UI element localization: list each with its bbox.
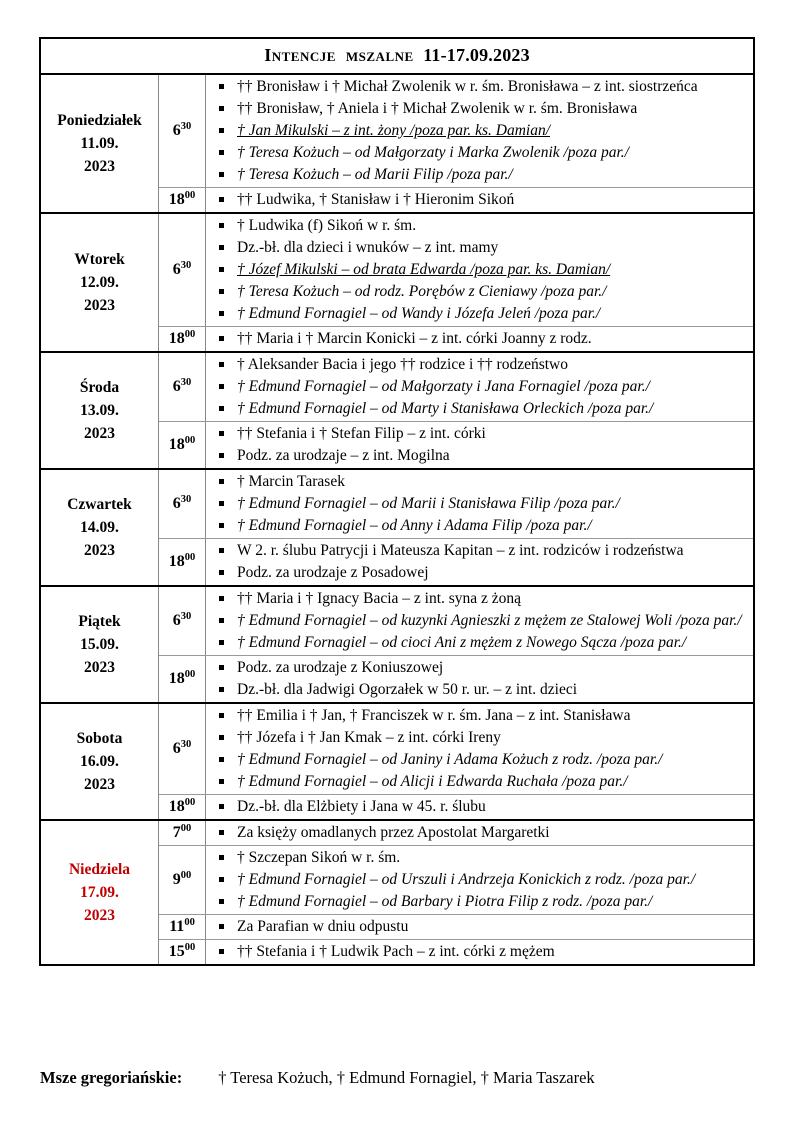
intention-text: Podz. za urodzaje z Posadowej xyxy=(237,564,429,581)
intention-item xyxy=(206,540,747,562)
intention-item xyxy=(206,941,747,963)
intention-item xyxy=(206,588,747,610)
day-year: 2023 xyxy=(84,297,115,314)
mass-time-hour: 7 xyxy=(172,824,181,841)
intention-text: W 2. r. ślubu Patrycji i Mateusza Kapitan – z int. rodziców i rodzeństwa xyxy=(237,542,684,559)
day-date: 16.09. xyxy=(80,753,119,770)
day-name: Sobota xyxy=(76,730,123,747)
intention-item xyxy=(206,796,747,818)
intention-text: Dz.-bł. dla Jadwigi Ogorzałek w 50 r. ur. – z int. dzieci xyxy=(237,681,578,698)
intention-item xyxy=(206,822,747,844)
intention-item xyxy=(206,515,747,537)
mass-time-minutes: 30 xyxy=(180,376,192,388)
intention-item xyxy=(206,445,747,467)
intention-item xyxy=(206,610,747,632)
mass-time-minutes: 30 xyxy=(180,738,192,750)
mass-time-minutes: 30 xyxy=(180,610,192,622)
intention-item xyxy=(206,916,747,938)
intention-text: †† Bronisław i † Michał Zwolenik w r. śm. Bronisława – z int. siostrzeńca xyxy=(237,78,698,95)
mass-time-minutes: 00 xyxy=(180,822,192,834)
table-title xyxy=(41,39,753,75)
intention-item xyxy=(206,237,747,259)
intention-item xyxy=(206,281,747,303)
intention-item xyxy=(206,705,747,727)
footer-label: Msze gregoriańskie: xyxy=(40,1068,183,1087)
mass-time-hour: 6 xyxy=(172,495,181,512)
day-row xyxy=(41,585,753,702)
intention-item xyxy=(206,164,747,186)
intention-item xyxy=(206,657,747,679)
intention-text: † Edmund Fornagiel – od Marii i Stanisława Filip /poza par./ xyxy=(237,495,620,512)
intention-item xyxy=(206,120,747,142)
days-container xyxy=(41,75,753,964)
mass-time-hour: 18 xyxy=(168,553,185,570)
intention-item xyxy=(206,679,747,701)
mass-slot xyxy=(159,704,753,794)
intention-item xyxy=(206,189,747,211)
mass-time xyxy=(159,75,206,187)
intention-text: † Edmund Fornagiel – od Marty i Stanisława Orleckich /poza par./ xyxy=(237,400,654,417)
day-row xyxy=(41,75,753,212)
intention-text: † Aleksander Bacia i jego †† rodzice i †† rodzeństwo xyxy=(237,356,568,373)
mass-time-hour: 15 xyxy=(168,943,185,960)
mass-time-minutes: 30 xyxy=(180,493,192,505)
intention-text: †† Maria i † Ignacy Bacia – z int. syna z żoną xyxy=(237,590,522,607)
day-year: 2023 xyxy=(84,776,115,793)
mass-slot xyxy=(159,655,753,702)
intention-text: †† Ludwika, † Stanisław i † Hieronim Sikoń xyxy=(237,191,515,208)
intention-item xyxy=(206,471,747,493)
day-date: 12.09. xyxy=(80,274,119,291)
mass-time-minutes: 30 xyxy=(180,120,192,132)
mass-time-minutes: 00 xyxy=(184,796,196,808)
mass-time-minutes: 00 xyxy=(184,551,196,563)
intention-item xyxy=(206,142,747,164)
mass-slot xyxy=(159,845,753,914)
intentions-list xyxy=(206,846,753,914)
day-name: Czwartek xyxy=(67,496,132,513)
intentions-list xyxy=(206,470,753,538)
day-label xyxy=(41,75,159,212)
day-name: Piątek xyxy=(78,613,121,630)
intention-text: † Edmund Fornagiel – od kuzynki Agnieszki z mężem ze Stalowej Woli /poza par./ xyxy=(237,612,742,629)
intentions-list xyxy=(206,821,753,845)
intention-item xyxy=(206,632,747,654)
mass-time-hour: 6 xyxy=(172,122,181,139)
intention-text: Dz.-bł. dla Elżbiety i Jana w 45. r. ślubu xyxy=(237,798,486,815)
mass-slot xyxy=(159,353,753,421)
mass-time xyxy=(159,214,206,326)
intention-text: † Jan Mikulski – z int. żony /poza par. ks. Damian/ xyxy=(237,122,550,139)
intention-text: Podz. za urodzaje – z int. Mogilna xyxy=(237,447,450,464)
footer-gregorian-masses xyxy=(40,1068,595,1088)
intention-text: † Edmund Fornagiel – od Barbary i Piotra Filip z rodz. /poza par./ xyxy=(237,893,653,910)
intention-item xyxy=(206,303,747,325)
day-slots xyxy=(159,214,753,351)
intention-text: †† Bronisław, † Aniela i † Michał Zwolenik w r. śm. Bronisława xyxy=(237,100,638,117)
intentions-list xyxy=(206,915,753,939)
day-label xyxy=(41,214,159,351)
mass-time-minutes: 00 xyxy=(184,328,196,340)
intention-text: † Edmund Fornagiel – od cioci Ani z mężem z Nowego Sącza /poza par./ xyxy=(237,634,687,651)
day-name: Niedziela xyxy=(68,861,131,878)
intention-item xyxy=(206,98,747,120)
intentions-list xyxy=(206,327,753,351)
mass-time-minutes: 00 xyxy=(184,941,196,953)
day-label xyxy=(41,821,159,964)
day-label xyxy=(41,704,159,819)
mass-time-hour: 6 xyxy=(172,378,181,395)
mass-time-hour: 6 xyxy=(172,261,181,278)
mass-time-hour: 9 xyxy=(172,871,181,888)
intention-text: † Ludwika (f) Sikoń w r. śm. xyxy=(237,217,417,234)
mass-time-minutes: 00 xyxy=(184,189,196,201)
mass-time-hour: 11 xyxy=(169,918,185,935)
day-date: 17.09. xyxy=(80,884,119,901)
intention-item xyxy=(206,76,747,98)
day-name: Wtorek xyxy=(74,251,125,268)
day-year: 2023 xyxy=(84,158,115,175)
intention-text: † Edmund Fornagiel – od Urszuli i Andrzeja Konickich z rodz. /poza par./ xyxy=(237,871,696,888)
intentions-list xyxy=(206,940,753,964)
mass-time xyxy=(159,940,206,964)
mass-time xyxy=(159,422,206,468)
mass-time-minutes: 00 xyxy=(184,434,196,446)
intention-text: Za Parafian w dniu odpustu xyxy=(237,918,409,935)
day-date: 13.09. xyxy=(80,402,119,419)
intentions-list xyxy=(206,587,753,655)
intentions-list xyxy=(206,75,753,187)
day-row xyxy=(41,212,753,351)
intention-text: † Marcin Tarasek xyxy=(237,473,345,490)
intentions-list xyxy=(206,656,753,702)
mass-slot xyxy=(159,939,753,964)
intention-text: †† Stefania i † Stefan Filip – z int. córki xyxy=(237,425,486,442)
intention-item xyxy=(206,771,747,793)
mass-intentions-table xyxy=(39,37,755,966)
mass-slot xyxy=(159,214,753,326)
day-label xyxy=(41,353,159,468)
day-date: 14.09. xyxy=(80,519,119,536)
mass-time xyxy=(159,846,206,914)
intention-item xyxy=(206,869,747,891)
intention-item xyxy=(206,376,747,398)
intention-item xyxy=(206,891,747,913)
title-text: Intencje mszalne xyxy=(264,45,414,65)
mass-time-hour: 6 xyxy=(172,612,181,629)
mass-slot xyxy=(159,914,753,939)
day-year: 2023 xyxy=(84,907,115,924)
intentions-list xyxy=(206,422,753,468)
footer-names: † Teresa Kożuch, † Edmund Fornagiel, † Maria Taszarek xyxy=(218,1068,595,1087)
intention-text: † Szczepan Sikoń w r. śm. xyxy=(237,849,401,866)
mass-time xyxy=(159,353,206,421)
mass-time-minutes: 00 xyxy=(180,869,192,881)
intention-text: † Józef Mikulski – od brata Edwarda /poza par. ks. Damian/ xyxy=(237,261,611,278)
day-slots xyxy=(159,353,753,468)
intentions-list xyxy=(206,353,753,421)
day-label xyxy=(41,470,159,585)
intention-item xyxy=(206,562,747,584)
day-slots xyxy=(159,75,753,212)
intention-item xyxy=(206,423,747,445)
mass-time-hour: 18 xyxy=(168,670,185,687)
day-name: Środa xyxy=(79,379,120,396)
intentions-list xyxy=(206,795,753,819)
intention-item xyxy=(206,398,747,420)
mass-slot xyxy=(159,187,753,212)
mass-slot xyxy=(159,470,753,538)
mass-time xyxy=(159,821,206,845)
mass-time xyxy=(159,539,206,585)
day-row xyxy=(41,351,753,468)
mass-slot xyxy=(159,587,753,655)
day-slots xyxy=(159,704,753,819)
mass-slot xyxy=(159,821,753,845)
mass-time-hour: 18 xyxy=(168,798,185,815)
intention-text: † Edmund Fornagiel – od Janiny i Adama Kożuch z rodz. /poza par./ xyxy=(237,751,663,768)
day-date: 11.09. xyxy=(80,135,119,152)
day-year: 2023 xyxy=(84,659,115,676)
mass-time xyxy=(159,470,206,538)
intention-item xyxy=(206,354,747,376)
intention-text: Za księży omadlanych przez Apostolat Margaretki xyxy=(237,824,550,841)
day-slots xyxy=(159,587,753,702)
day-date: 15.09. xyxy=(80,636,119,653)
intention-text: † Teresa Kożuch – od Marii Filip /poza par./ xyxy=(237,166,513,183)
mass-slot xyxy=(159,538,753,585)
mass-slot xyxy=(159,794,753,819)
title-date: 11-17.09.2023 xyxy=(423,45,530,65)
day-name: Poniedziałek xyxy=(57,112,142,129)
intentions-list xyxy=(206,539,753,585)
intention-text: †† Emilia i † Jan, † Franciszek w r. śm. Jana – z int. Stanisława xyxy=(237,707,631,724)
day-slots xyxy=(159,470,753,585)
intention-text: †† Józefa i † Jan Kmak – z int. córki Ireny xyxy=(237,729,501,746)
intention-text: Dz.-bł. dla dzieci i wnuków – z int. mamy xyxy=(237,239,499,256)
mass-time xyxy=(159,587,206,655)
intention-text: † Teresa Kożuch – od rodz. Porębów z Cieniawy /poza par./ xyxy=(237,283,607,300)
day-label xyxy=(41,587,159,702)
intention-item xyxy=(206,493,747,515)
intention-text: † Teresa Kożuch – od Małgorzaty i Marka Zwolenik /poza par./ xyxy=(237,144,629,161)
mass-time-minutes: 30 xyxy=(180,259,192,271)
mass-time-hour: 6 xyxy=(172,740,181,757)
intention-item xyxy=(206,727,747,749)
mass-time-hour: 18 xyxy=(168,436,185,453)
day-row xyxy=(41,819,753,964)
mass-time-minutes: 00 xyxy=(184,668,196,680)
mass-time-minutes: 00 xyxy=(184,916,195,928)
intention-text: † Edmund Fornagiel – od Alicji i Edwarda Ruchała /poza par./ xyxy=(237,773,628,790)
mass-slot xyxy=(159,421,753,468)
day-row xyxy=(41,702,753,819)
mass-time xyxy=(159,327,206,351)
intention-text: †† Maria i † Marcin Konicki – z int. córki Joanny z rodz. xyxy=(237,330,592,347)
mass-time xyxy=(159,915,206,939)
mass-time-hour: 18 xyxy=(168,330,185,347)
intentions-list xyxy=(206,188,753,212)
intention-item xyxy=(206,847,747,869)
intention-text: Podz. za urodzaje z Koniuszowej xyxy=(237,659,444,676)
mass-time xyxy=(159,656,206,702)
intention-text: † Edmund Fornagiel – od Anny i Adama Filip /poza par./ xyxy=(237,517,592,534)
mass-time-hour: 18 xyxy=(168,191,185,208)
intention-text: †† Stefania i † Ludwik Pach – z int. córki z mężem xyxy=(237,943,555,960)
mass-time xyxy=(159,188,206,212)
intentions-list xyxy=(206,214,753,326)
intention-text: † Edmund Fornagiel – od Małgorzaty i Jana Fornagiel /poza par./ xyxy=(237,378,650,395)
day-year: 2023 xyxy=(84,425,115,442)
mass-slot xyxy=(159,75,753,187)
day-year: 2023 xyxy=(84,542,115,559)
intention-item xyxy=(206,215,747,237)
intention-item xyxy=(206,749,747,771)
mass-time xyxy=(159,795,206,819)
mass-slot xyxy=(159,326,753,351)
intention-text: † Edmund Fornagiel – od Wandy i Józefa Jeleń /poza par./ xyxy=(237,305,601,322)
day-row xyxy=(41,468,753,585)
intention-item xyxy=(206,259,747,281)
mass-time xyxy=(159,704,206,794)
day-slots xyxy=(159,821,753,964)
intention-item xyxy=(206,328,747,350)
intentions-list xyxy=(206,704,753,794)
